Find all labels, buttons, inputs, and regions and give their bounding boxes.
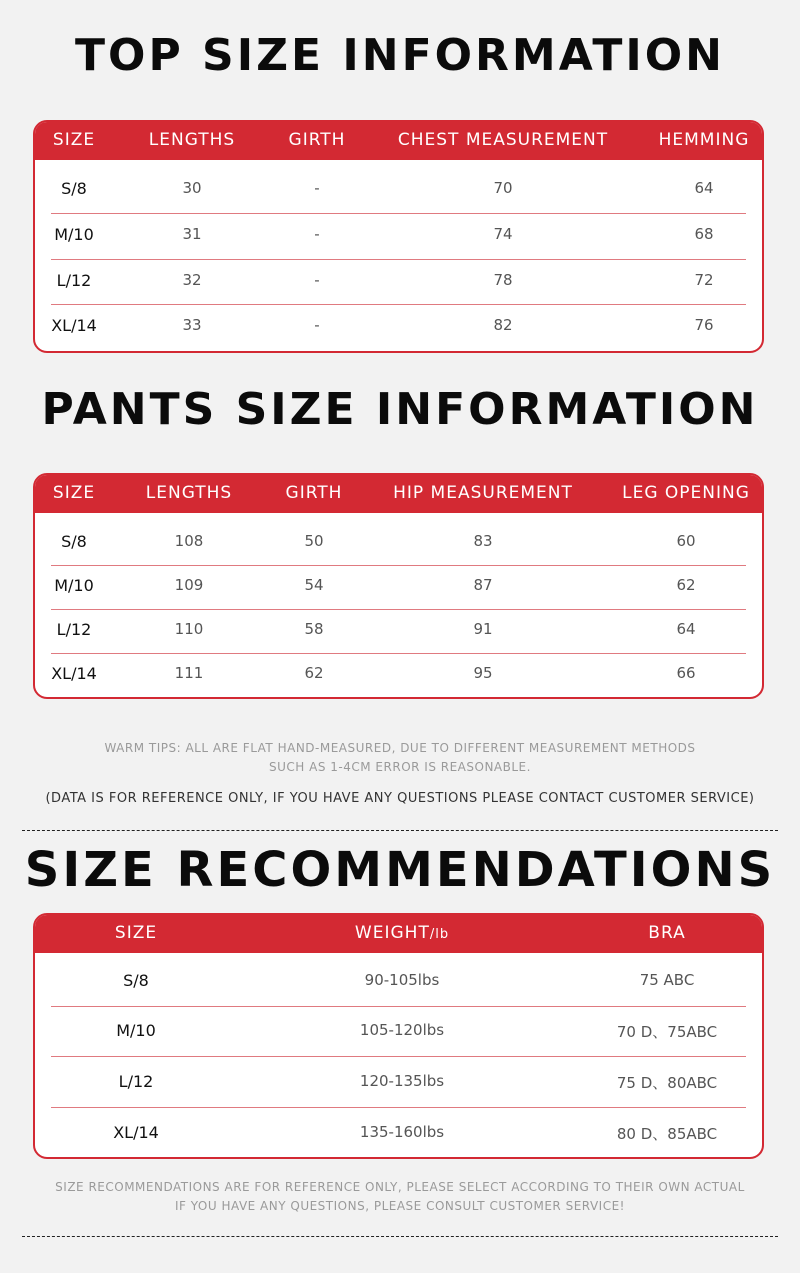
table-header	[35, 915, 762, 953]
size-recommendations-table	[33, 913, 764, 1159]
row-divider	[51, 304, 746, 305]
row-divider	[51, 1006, 746, 1007]
header-size: SIZE	[52, 130, 96, 150]
footer-line-1: SIZE RECOMMENDATIONS ARE FOR REFERENCE ONLY, PLEASE SELECT ACCORDING TO THEIR OWN ACTUAL	[55, 1180, 745, 1194]
top-size-table	[33, 120, 764, 353]
row-divider	[51, 565, 746, 566]
header-hemming: HEMMING	[658, 130, 750, 150]
cell-girth: -	[314, 271, 320, 289]
cell-size: M/10	[116, 1021, 156, 1040]
header-girth: GIRTH	[288, 130, 346, 150]
cell-hip: 83	[473, 532, 493, 550]
cell-girth: 58	[304, 620, 324, 638]
cell-size: S/8	[61, 532, 87, 551]
cell-girth: -	[314, 225, 320, 243]
row-divider	[51, 1107, 746, 1108]
cell-leg-opening: 66	[676, 664, 696, 682]
cell-size: XL/14	[51, 664, 97, 683]
table-header	[35, 475, 762, 513]
cell-hip: 91	[473, 620, 493, 638]
cell-lengths: 109	[174, 576, 204, 594]
reference-note: (DATA IS FOR REFERENCE ONLY, IF YOU HAVE ANY QUESTIONS PLEASE CONTACT CUSTOMER SERVICE)	[45, 791, 755, 806]
header-leg-opening: LEG OPENING	[622, 483, 750, 503]
header-weight	[355, 923, 449, 943]
cell-weight: 135-160lbs	[359, 1123, 445, 1141]
pants-size-title: PANTS SIZE INFORMATION	[41, 384, 759, 435]
header-weight-label: WEIGHT	[354, 923, 430, 943]
warm-tips-line-1: WARM TIPS: ALL ARE FLAT HAND-MEASURED, DUE TO DIFFERENT MEASUREMENT METHODS	[104, 741, 696, 755]
pants-size-table	[33, 473, 764, 699]
cell-hemming: 68	[694, 225, 714, 243]
footer-line-2: IF YOU HAVE ANY QUESTIONS, PLEASE CONSULT CUSTOMER SERVICE!	[175, 1199, 625, 1213]
header-size: SIZE	[52, 483, 96, 503]
cell-chest: 70	[493, 179, 513, 197]
header-size: SIZE	[114, 923, 158, 943]
footer-note	[0, 1178, 800, 1216]
cell-chest: 82	[493, 316, 513, 334]
warm-tips-line-2: SUCH AS 1-4CM ERROR IS REASONABLE.	[269, 760, 531, 774]
cell-lengths: 32	[182, 271, 202, 289]
dashed-divider-bottom	[22, 1236, 778, 1237]
cell-size: M/10	[54, 576, 94, 595]
header-girth: GIRTH	[285, 483, 343, 503]
cell-bra: 75 D、80ABC	[616, 1074, 718, 1092]
cell-lengths: 110	[174, 620, 204, 638]
cell-lengths: 33	[182, 316, 202, 334]
row-divider	[51, 609, 746, 610]
header-lengths: LENGTHS	[145, 483, 233, 503]
header-chest: CHEST MEASUREMENT	[397, 130, 609, 150]
cell-girth: -	[314, 179, 320, 197]
cell-girth: 54	[304, 576, 324, 594]
cell-hip: 95	[473, 664, 493, 682]
cell-hemming: 64	[694, 179, 714, 197]
cell-size: XL/14	[51, 316, 97, 335]
cell-size: L/12	[118, 1072, 154, 1091]
cell-size: XL/14	[113, 1123, 159, 1142]
cell-leg-opening: 60	[676, 532, 696, 550]
table-header	[35, 122, 762, 160]
row-divider	[51, 653, 746, 654]
cell-girth: 62	[304, 664, 324, 682]
cell-weight: 105-120lbs	[359, 1021, 445, 1039]
header-bra: BRA	[648, 923, 686, 943]
cell-hemming: 72	[694, 271, 714, 289]
row-divider	[51, 259, 746, 260]
cell-girth: -	[314, 316, 320, 334]
cell-hip: 87	[473, 576, 493, 594]
cell-leg-opening: 62	[676, 576, 696, 594]
size-recommendations-title: SIZE RECOMMENDATIONS	[24, 842, 776, 898]
cell-size: L/12	[56, 620, 92, 639]
cell-size: S/8	[61, 179, 87, 198]
cell-hemming: 76	[694, 316, 714, 334]
cell-chest: 74	[493, 225, 513, 243]
cell-leg-opening: 64	[676, 620, 696, 638]
top-size-title: TOP SIZE INFORMATION	[75, 30, 725, 81]
header-hip: HIP MEASUREMENT	[393, 483, 573, 503]
cell-chest: 78	[493, 271, 513, 289]
cell-girth: 50	[304, 532, 324, 550]
row-divider	[51, 213, 746, 214]
header-lengths: LENGTHS	[148, 130, 236, 150]
cell-lengths: 108	[174, 532, 204, 550]
cell-lengths: 111	[174, 664, 204, 682]
cell-size: L/12	[56, 271, 92, 290]
cell-weight: 120-135lbs	[359, 1072, 445, 1090]
cell-weight: 90-105lbs	[364, 971, 440, 989]
cell-bra: 80 D、85ABC	[616, 1125, 718, 1143]
cell-bra: 75 ABC	[639, 971, 695, 989]
warm-tips	[0, 739, 800, 777]
dashed-divider	[22, 830, 778, 831]
cell-lengths: 31	[182, 225, 202, 243]
cell-lengths: 30	[182, 179, 202, 197]
header-weight-unit: /lb	[429, 927, 450, 942]
cell-size: M/10	[54, 225, 94, 244]
cell-size: S/8	[123, 971, 149, 990]
cell-bra: 70 D、75ABC	[616, 1023, 718, 1041]
row-divider	[51, 1056, 746, 1057]
